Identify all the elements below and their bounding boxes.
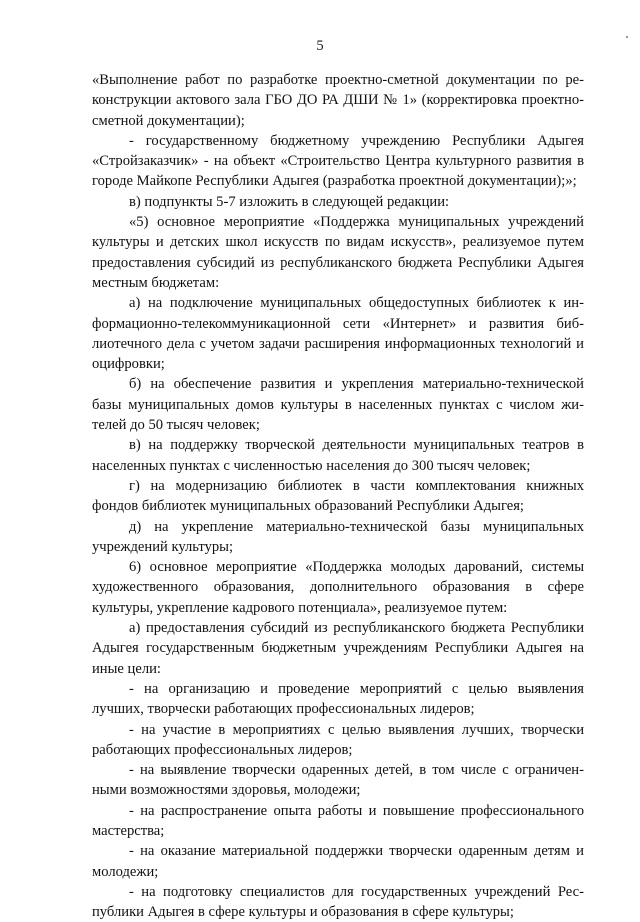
paragraph-3: в) подпункты 5-7 изложить в следующей редакции: <box>129 193 450 210</box>
paragraph-7: в) на поддержку творческой деятельности муниципальных театров в населенных пунктах с численностью населения до 300 тысяч человек; <box>92 437 584 474</box>
paragraph-13: - на участие в мероприятиях с целью выявления лучших, творчески работающих профессиональных лидеров; <box>92 721 584 758</box>
paragraph-9: д) на укрепление материально-технической базы муниципальных учреждений культуры; <box>92 518 584 555</box>
paragraph-2: - государственному бюджетному учреждению Республики Адыгея «Стройзаказчик» - на объект «Строительство Центра культурного развития в городе Майкопе Республики Адыгея (разработка проектной документации);»; <box>92 132 584 190</box>
paragraph-4: «5) основное мероприятие «Поддержка муниципальных учреждений культуры и детских школ искусств по видам искусств», реализуемое путем предоставления субсидий из республиканского бюджета Республики Адыгея местным бюджетам: <box>92 214 584 291</box>
paragraph-6: б) на обеспечение развития и укрепления материально-технической базы муниципальных домов культуры в населенных пунктах с числом жителей до 50 тысяч человек; <box>92 376 584 434</box>
paragraph-17: - на подготовку специалистов для государственных учреждений Республики Адыгея в сфере культуры и образования в сфере культуры; <box>92 883 584 921</box>
paragraph-1: «Выполнение работ по разработке проектно-сметной документации по реконструкции актового зала ГБО ДО РА ДШИ № 1» (корректировка проектно-сметной документации); <box>92 72 584 129</box>
paragraph-14: - на выявление творчески одаренных детей, в том числе с ограниченными возможностями здоровья, молодежи; <box>92 762 584 799</box>
paragraph-11: а) предоставления субсидий из республиканского бюджета Республики Адыгея государственным бюджетным учреждениям Республики Адыгея на иные цели: <box>92 620 584 677</box>
document-body <box>92 70 584 922</box>
scan-speck <box>626 36 628 38</box>
paragraph-5: а) на подключение муниципальных общедоступных библиотек к информационно-телекоммуникационной сети «Интернет» и развития библиотечного дела с учетом задачи расширения информационных технологий и оцифровки; <box>92 295 584 373</box>
paragraph-15: - на распространение опыта работы и повышение профессионального мастерства; <box>92 802 584 839</box>
page-number: 5 <box>316 38 324 54</box>
paragraph-12: - на организацию и проведение мероприятий с целью выявления лучших, творчески работающих профессиональных лидеров; <box>92 680 584 718</box>
paragraph-10: 6) основное мероприятие «Поддержка молодых дарований, системы художественного образования, дополнительного образования в сфере культуры, укрепление кадрового потенциала», реализуемое путем: <box>92 559 584 616</box>
paragraph-8: г) на модернизацию библиотек в части комплектования книжных фондов библиотек муниципальных образований Республики Адыгея; <box>92 477 584 515</box>
paragraph-16: - на оказание материальной поддержки творчески одаренным детям и молодежи; <box>92 843 584 880</box>
